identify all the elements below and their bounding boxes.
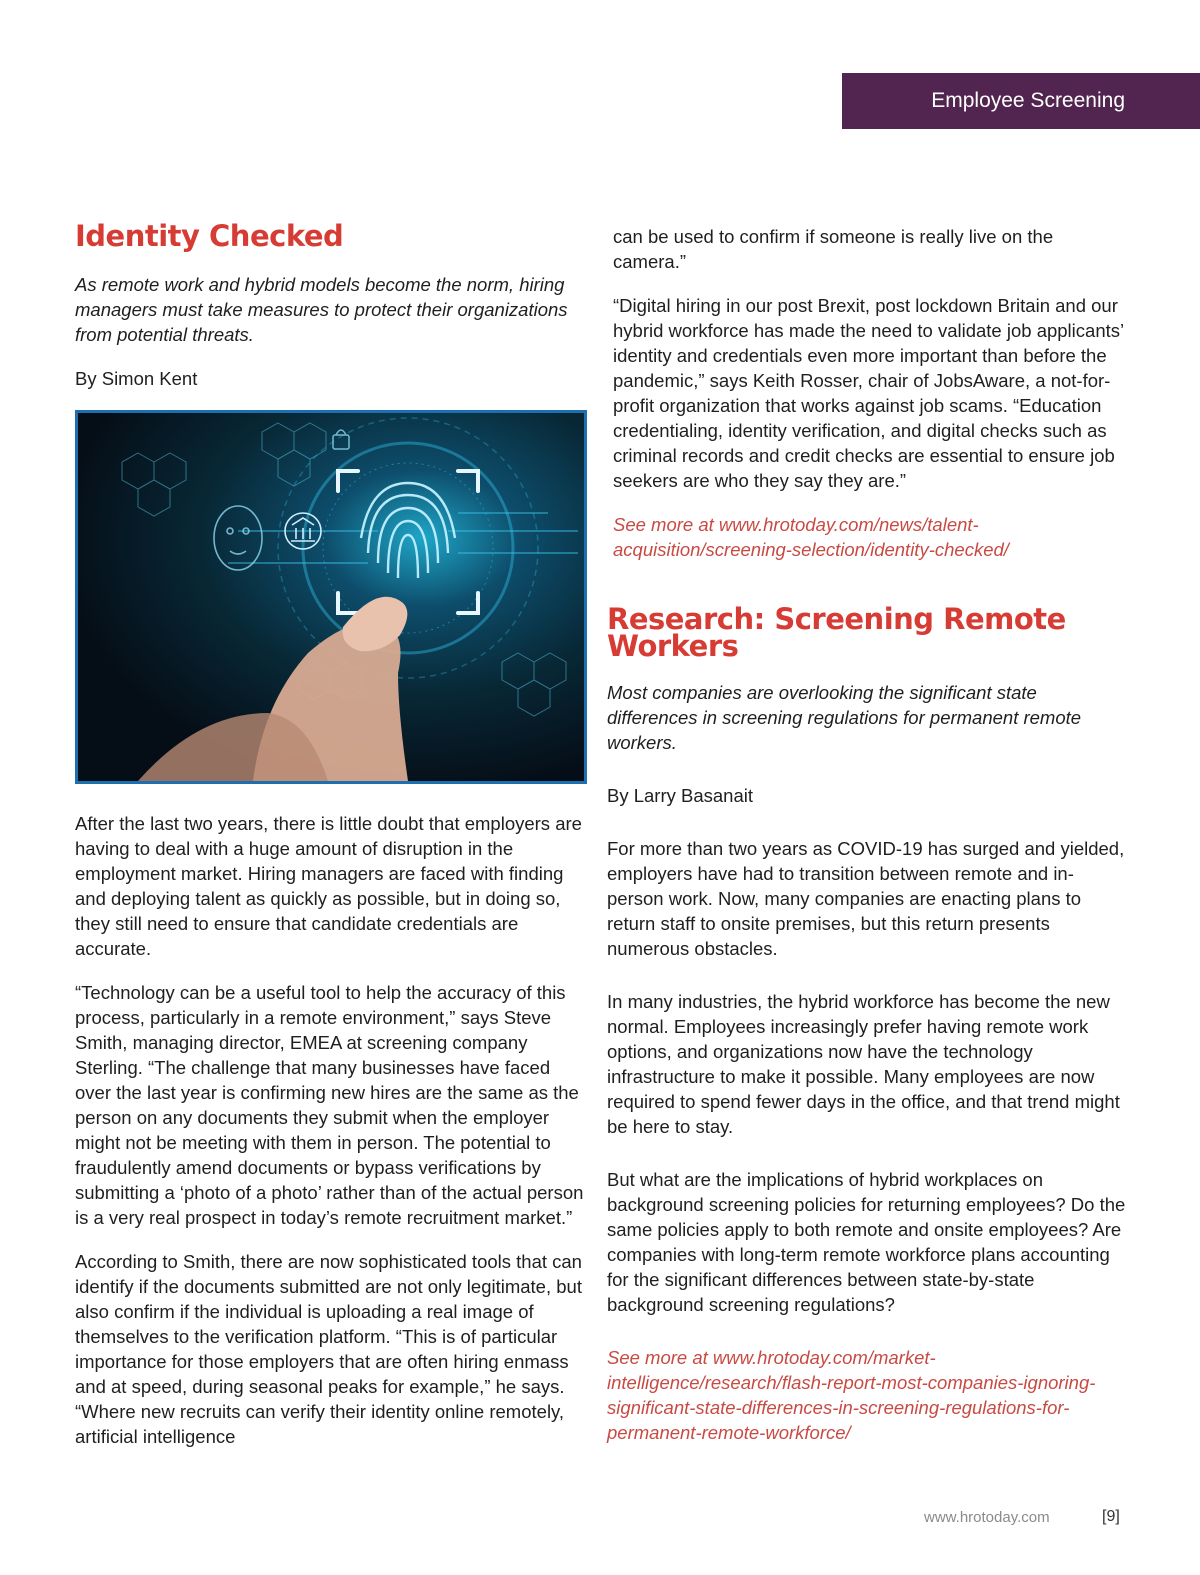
page-number: [9]	[1102, 1508, 1120, 1525]
left-column	[75, 218, 587, 1449]
article-title: Identity Checked	[75, 219, 344, 253]
article-photo	[75, 410, 587, 784]
article-dek: As remote work and hybrid models become the norm, hiring managers must take measures to protect their organizations from potential threats.	[75, 274, 568, 345]
fingerprint-scan-icon	[78, 413, 584, 781]
research-paragraph: But what are the implications of hybrid workplaces on background screening policies for returning employees? Do the same policies apply to both remote and onsite employees? Are companies with long-term remote workforce plans accounting for the significant differences between state-by-state background screening regulations?	[607, 1169, 1126, 1315]
research-paragraph: For more than two years as COVID-19 has surged and yielded, employers have had to transition between remote and in-person work. Now, many companies are enacting plans to return staff to onsite premises, but this return presents numerous obstacles.	[607, 838, 1125, 959]
right-column	[607, 224, 1127, 1445]
research-title-line: Research: Screening Remote	[607, 602, 1066, 636]
article-byline: By Simon Kent	[75, 368, 198, 389]
article-paragraph-continued: “Digital hiring in our post Brexit, post lockdown Britain and our hybrid workforce has made the need to validate job applicants’ identity and credentials even more important than before the pandemic,” says Keith Rosser, chair of JobsAware, a not-for-profit organization that works against job scams. “Education credentialing, identity verification, and digital checks such as criminal records and credit checks are essential to ensure job seekers are who they say they are.”	[613, 295, 1124, 491]
section-tab-label: Employee Screening	[931, 89, 1125, 112]
article-paragraph-continued: can be used to confirm if someone is really live on the camera.”	[613, 226, 1054, 272]
section-tab	[842, 73, 1200, 129]
research-byline: By Larry Basanait	[607, 785, 754, 806]
research-dek: Most companies are overlooking the significant state differences in screening regulations for permanent remote workers.	[607, 682, 1082, 753]
footer-url[interactable]: www.hrotoday.com	[924, 1509, 1050, 1526]
research-title-line: Workers	[607, 629, 739, 663]
research-title	[607, 602, 1127, 663]
article-paragraph: “Technology can be a useful tool to help the accuracy of this process, particularly in a remote environment,” says Steve Smith, managing director, EMEA at screening company Sterling. “The challenge that many businesses have faced over the last year is confirming new hires are the same as the person on any documents they submit when the employer might not be meeting with them in person. The potential to fraudulently amend documents or bypass verifications by submitting a ‘photo of a photo’ rather than of the actual person is a very real prospect in today’s remote recruitment market.”	[75, 982, 584, 1228]
see-more-link[interactable]: See more at www.hrotoday.com/market-intelligence/research/flash-report-most-companies-ignoring-significant-state-differences-in-screening-regulations-for-permanent-remote-workforce/	[607, 1347, 1096, 1443]
research-paragraph: In many industries, the hybrid workforce has become the new normal. Employees increasingly prefer having remote work options, and organizations now have the technology infrastructure to make it possible. Many employees are now required to spend fewer days in the office, and that trend might be here to stay.	[607, 991, 1120, 1137]
article-paragraph: After the last two years, there is little doubt that employers are having to deal with a huge amount of disruption in the employment market. Hiring managers are faced with finding and deploying talent as quickly as possible, but in doing so, they still need to ensure that candidate credentials are accurate.	[75, 813, 582, 959]
article-paragraph: According to Smith, there are now sophisticated tools that can identify if the documents submitted are not only legitimate, but also confirm if the individual is uploading a real image of themselves to the verification platform. “This is of particular importance for those employers that are often hiring enmass and at speed, during seasonal peaks for example,” he says. “Where new recruits can verify their identity online remotely, artificial intelligence	[75, 1251, 582, 1447]
see-more-link[interactable]: See more at www.hrotoday.com/news/talent-acquisition/screening-selection/identity-checked/	[613, 514, 1009, 560]
